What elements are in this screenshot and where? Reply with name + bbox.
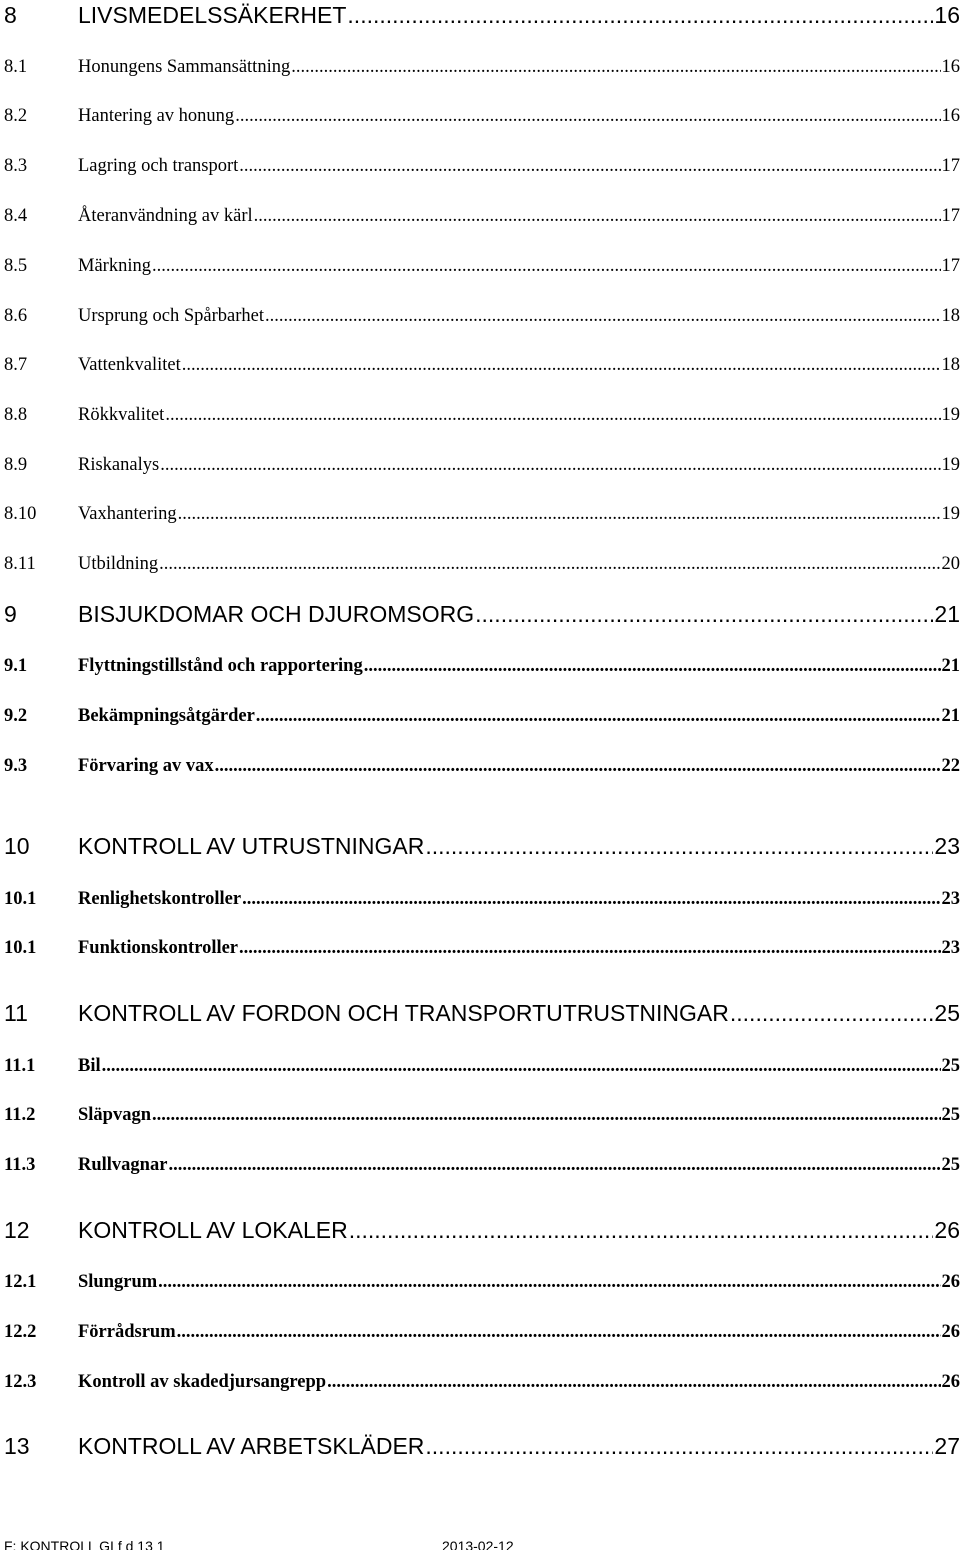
toc-entry-title: Utbildning [78,554,159,574]
footer-document-ref: F: KONTROLL GI f d 13 1 [4,1538,165,1550]
toc-entry-title: Bekämpningsåtgärder [78,706,255,726]
toc-dot-leader [102,1056,941,1077]
toc-dot-leader [327,1372,940,1393]
toc-entry-page-number: 19 [941,504,960,524]
toc-dot-leader [425,1433,933,1460]
toc-entry-title: Funktionskontroller [78,938,239,958]
toc-entry-number: 8.2 [4,106,28,126]
toc-entry-title: Lagring och transport [78,156,239,176]
toc-entry-page-number: 26 [941,1272,960,1292]
toc-entry-page-number: 26 [934,1217,960,1243]
toc-entry-page-number: 19 [941,455,960,475]
toc-entry-number: 8.6 [4,306,28,326]
toc-entry-page-number: 26 [941,1372,960,1392]
toc-dot-leader [177,1322,941,1343]
toc-entry-number: 9 [4,601,17,627]
toc-entry-title: Ursprung och Spårbarhet [78,306,264,326]
toc-section-entry [4,833,960,863]
toc-entry-number: 8.3 [4,156,28,176]
toc-section-entry [4,2,960,32]
toc-dot-leader [160,455,940,476]
toc-subsection-entry [4,1322,960,1348]
toc-subsection-entry [4,756,960,782]
toc-entry-number: 8 [4,2,17,28]
toc-section-entry [4,601,960,631]
toc-entry-page-number: 21 [941,656,960,676]
toc-entry-number: 13 [4,1433,30,1459]
toc-subsection-entry [4,1372,960,1398]
toc-entry-number: 8.1 [4,57,28,77]
toc-subsection-entry [4,156,960,182]
toc-dot-leader [158,1272,940,1293]
toc-entry-title: KONTROLL AV UTRUSTNINGAR [78,833,425,859]
toc-entry-title: Riskanalys [78,455,160,475]
toc-entry-page-number: 22 [941,756,960,776]
toc-entry-number: 9.1 [4,656,28,676]
toc-entry-title: Flyttningstillstånd och rapportering [78,656,363,676]
toc-entry-number: 11 [4,1000,28,1026]
toc-entry-title: BISJUKDOMAR OCH DJUROMSORG [78,601,475,627]
toc-entry-number: 8.10 [4,504,37,524]
toc-dot-leader [730,1000,934,1027]
toc-dot-leader [178,504,941,525]
toc-entry-page-number: 25 [941,1105,960,1125]
toc-entry-page-number: 23 [941,938,960,958]
toc-entry-title: Förrådsrum [78,1322,176,1342]
toc-entry-number: 10 [4,833,30,859]
toc-section-entry [4,1000,960,1030]
toc-subsection-entry [4,938,960,964]
toc-dot-leader [152,1105,940,1126]
toc-entry-page-number: 18 [941,355,960,375]
toc-dot-leader [291,57,940,78]
toc-entry-title: Slungrum [78,1272,158,1292]
toc-entry-page-number: 23 [934,833,960,859]
toc-entry-page-number: 21 [941,706,960,726]
toc-entry-number: 11.1 [4,1056,36,1076]
toc-section-entry [4,1433,960,1463]
toc-subsection-entry [4,106,960,132]
toc-subsection-entry [4,57,960,83]
toc-entry-number: 12.3 [4,1372,37,1392]
toc-entry-number: 9.3 [4,756,28,776]
toc-subsection-entry [4,455,960,481]
toc-subsection-entry [4,1272,960,1298]
toc-dot-leader [425,833,933,860]
toc-dot-leader [256,706,941,727]
toc-entry-title: Bil [78,1056,101,1076]
toc-entry-number: 11.2 [4,1105,36,1125]
toc-dot-leader [349,1217,934,1244]
toc-dot-leader [242,889,940,910]
toc-dot-leader [159,554,940,575]
toc-dot-leader [239,156,940,177]
toc-entry-page-number: 17 [941,156,960,176]
toc-entry-title: Hantering av honung [78,106,235,126]
toc-subsection-entry [4,206,960,232]
toc-entry-page-number: 19 [941,405,960,425]
toc-dot-leader [364,656,941,677]
toc-entry-title: Rullvagnar [78,1155,168,1175]
toc-entry-title: Återanvändning av kärl [78,206,253,226]
toc-dot-leader [265,306,941,327]
toc-subsection-entry [4,306,960,332]
toc-dot-leader [347,2,933,29]
toc-entry-page-number: 27 [934,1433,960,1459]
toc-entry-page-number: 25 [941,1155,960,1175]
toc-entry-number: 12.2 [4,1322,37,1342]
toc-entry-number: 8.11 [4,554,36,574]
footer-date: 2013-02-12 [442,1538,514,1550]
toc-entry-number: 10.1 [4,889,37,909]
toc-entry-title: Renlighetskontroller [78,889,242,909]
toc-entry-title: Vaxhantering [78,504,177,524]
toc-entry-page-number: 17 [941,256,960,276]
toc-entry-page-number: 25 [934,1000,960,1026]
toc-entry-title: Märkning [78,256,151,276]
toc-subsection-entry [4,706,960,732]
toc-entry-title: Vattenkvalitet [78,355,181,375]
toc-entry-number: 12.1 [4,1272,37,1292]
toc-subsection-entry [4,1155,960,1181]
toc-entry-page-number: 21 [934,601,960,627]
toc-subsection-entry [4,889,960,915]
toc-entry-page-number: 25 [941,1056,960,1076]
toc-subsection-entry [4,504,960,530]
toc-entry-page-number: 16 [941,57,960,77]
toc-entry-page-number: 18 [941,306,960,326]
toc-dot-leader [168,1155,940,1176]
toc-subsection-entry [4,656,960,682]
toc-entry-number: 8.7 [4,355,28,375]
toc-subsection-entry [4,1105,960,1131]
toc-entry-number: 8.4 [4,206,28,226]
toc-entry-page-number: 16 [934,2,960,28]
toc-dot-leader [152,256,941,277]
toc-entry-title: KONTROLL AV ARBETSKLÄDER [78,1433,425,1459]
toc-dot-leader [165,405,940,426]
toc-dot-leader [235,106,940,127]
toc-entry-title: Rökkvalitet [78,405,165,425]
toc-entry-number: 12 [4,1217,30,1243]
toc-entry-title: Honungens Sammansättning [78,57,291,77]
toc-entry-title: KONTROLL AV FORDON OCH TRANSPORTUTRUSTNINGAR [78,1000,729,1026]
toc-entry-title: LIVSMEDELSSÄKERHET [78,2,347,28]
toc-entry-title: Förvaring av vax [78,756,214,776]
toc-entry-number: 8.5 [4,256,28,276]
toc-subsection-entry [4,405,960,431]
toc-entry-page-number: 17 [941,206,960,226]
toc-subsection-entry [4,355,960,381]
toc-entry-title: KONTROLL AV LOKALER [78,1217,348,1243]
toc-subsection-entry [4,256,960,282]
toc-dot-leader [182,355,941,376]
toc-entry-number: 9.2 [4,706,28,726]
toc-entry-number: 10.1 [4,938,37,958]
toc-dot-leader [239,938,940,959]
toc-subsection-entry [4,1056,960,1082]
toc-section-entry [4,1217,960,1247]
toc-entry-number: 11.3 [4,1155,36,1175]
toc-dot-leader [475,601,933,628]
toc-entry-page-number: 20 [941,554,960,574]
toc-entry-number: 8.8 [4,405,28,425]
toc-entry-page-number: 23 [941,889,960,909]
toc-entry-number: 8.9 [4,455,28,475]
toc-dot-leader [215,756,941,777]
toc-entry-title: Kontroll av skadedjursangrepp [78,1372,327,1392]
toc-entry-page-number: 26 [941,1322,960,1342]
toc-subsection-entry [4,554,960,580]
toc-dot-leader [254,206,941,227]
toc-entry-page-number: 16 [941,106,960,126]
page-footer [4,1538,954,1550]
toc-entry-title: Släpvagn [78,1105,152,1125]
